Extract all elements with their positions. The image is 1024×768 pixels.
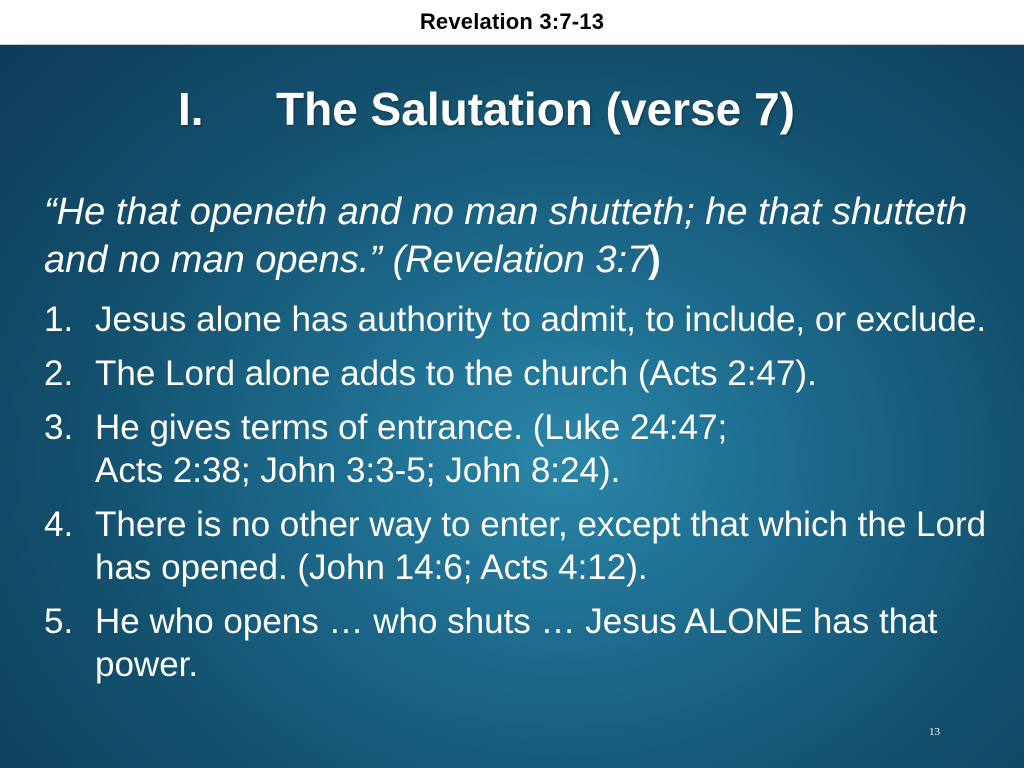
header-title: Revelation 3:7-13 (419, 9, 605, 34)
list-item-text: The Lord alone adds to the church (Acts 2:47). (95, 354, 817, 393)
title-text: The Salutation (verse 7) (276, 83, 795, 135)
list-item-number: 2. (44, 354, 74, 393)
list-item (44, 352, 994, 395)
list-item-number: 4. (44, 505, 74, 544)
quote-text: “He that openeth and no man shutteth; he that shutteth and no man opens.” (Revelation 3:7 (44, 191, 968, 281)
list-item-text: He who opens … who shuts … Jesus ALONE has that power. (95, 602, 938, 684)
list-item-text: There is no other way to enter, except that which the Lord has opened. (John 14:6; Acts 4:12). (95, 505, 987, 587)
page-number: 13 (929, 726, 940, 738)
list-item (44, 406, 994, 492)
points-list (44, 298, 994, 697)
list-item-text: Jesus alone has authority to admit, to include, or exclude. (95, 300, 987, 339)
header-bar (0, 0, 1024, 45)
list-item (44, 503, 994, 589)
list-item (44, 298, 994, 341)
scripture-quote (44, 188, 994, 284)
slide-title (0, 82, 1024, 142)
list-item-number: 3. (44, 408, 74, 447)
title-numeral: I. (178, 83, 204, 135)
list-item-text: He gives terms of entrance. (Luke 24:47; (95, 408, 728, 447)
list-item-text-continued: Acts 2:38; John 3:3-5; John 8:24). (95, 451, 621, 490)
quote-close-paren: ) (648, 239, 661, 281)
list-item-number: 5. (44, 602, 74, 641)
list-item (44, 600, 994, 686)
list-item-number: 1. (44, 300, 74, 339)
